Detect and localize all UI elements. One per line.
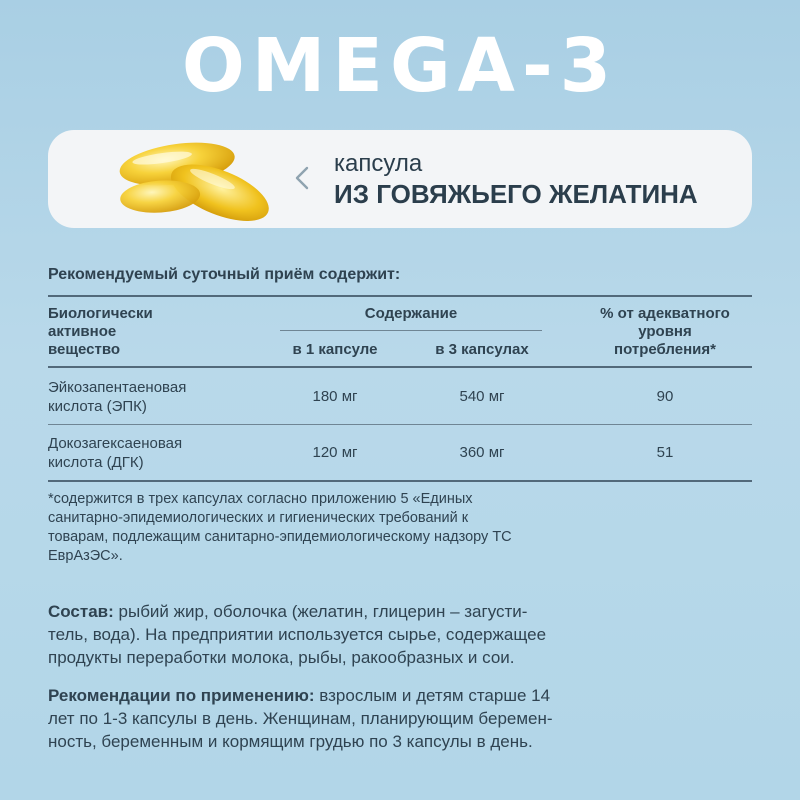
row-2-name-1: Докозагексаеновая — [48, 435, 183, 452]
usage-label: Рекомендации по применению: — [48, 686, 315, 705]
capsule-image — [108, 130, 288, 230]
composition-label: Состав: — [48, 602, 114, 621]
table-bottom-rule — [48, 480, 752, 482]
row-1-percent: 90 — [656, 388, 674, 405]
row-1-name-2: кислота (ЭПК) — [48, 398, 147, 415]
header-one-capsule: в 1 капсуле — [292, 341, 378, 358]
capsule-info-card — [48, 130, 752, 228]
header-content: Содержание — [364, 305, 458, 322]
footnote-line-1: *содержится в трех капсулах согласно приложению 5 «Единых — [48, 491, 473, 507]
header-percent-3: потребления* — [614, 341, 716, 358]
row-1-rule — [48, 424, 752, 425]
usage-line-3: ность, беременным и кормящим грудью по 3 капсулы в день. — [48, 732, 533, 751]
row-1-name-1: Эйкозапентаеновая — [48, 379, 187, 396]
header-substance-2: активное — [48, 323, 117, 340]
composition-line-3: продукты переработки молока, рыбы, ракообразных и сои. — [48, 648, 515, 667]
product-title: OMEGA-3 — [181, 23, 619, 109]
usage-line-2: лет по 1-3 капсулы в день. Женщинам, планирующим беремен- — [48, 709, 553, 728]
header-substance-1: Биологически — [48, 305, 153, 322]
usage-paragraph — [48, 684, 758, 753]
footnote-line-4: ЕврАзЭС». — [48, 548, 123, 564]
capsule-label: капсула — [334, 150, 423, 177]
header-bottom-rule — [48, 366, 752, 368]
composition-paragraph — [48, 600, 758, 669]
table-top-rule — [48, 295, 752, 297]
capsule-material: ИЗ ГОВЯЖЬЕГО ЖЕЛАТИНА — [334, 179, 698, 209]
footnote — [48, 490, 758, 566]
header-percent-1: % от адекватного — [600, 305, 730, 322]
header-content-rule — [280, 330, 542, 331]
row-2-three-capsules: 360 мг — [459, 444, 505, 461]
composition-line-1: рыбий жир, оболочка (желатин, глицерин – загусти- — [113, 602, 528, 621]
header-three-capsules: в 3 капсулах — [435, 341, 529, 358]
composition-line-2: тель, вода). На предприятии используется сырье, содержащее — [48, 625, 547, 644]
chevron-left-icon — [294, 164, 310, 192]
usage-line-1: взрослым и детям старше 14 — [314, 686, 551, 705]
row-2-percent: 51 — [656, 444, 674, 461]
row-2-one-capsule: 120 мг — [312, 444, 358, 461]
header-percent-2: уровня — [638, 323, 692, 340]
footnote-line-2: санитарно-эпидемиологических и гигиенических требований к — [48, 510, 469, 526]
row-1-one-capsule: 180 мг — [312, 388, 358, 405]
table-caption: Рекомендуемый суточный приём содержит: — [48, 266, 401, 283]
header-substance-3: вещество — [48, 341, 121, 358]
row-1-three-capsules: 540 мг — [459, 388, 505, 405]
row-2-name-2: кислота (ДГК) — [48, 454, 144, 471]
footnote-line-3: товарам, подлежащим санитарно-эпидемиологическому надзору ТС — [48, 529, 512, 545]
